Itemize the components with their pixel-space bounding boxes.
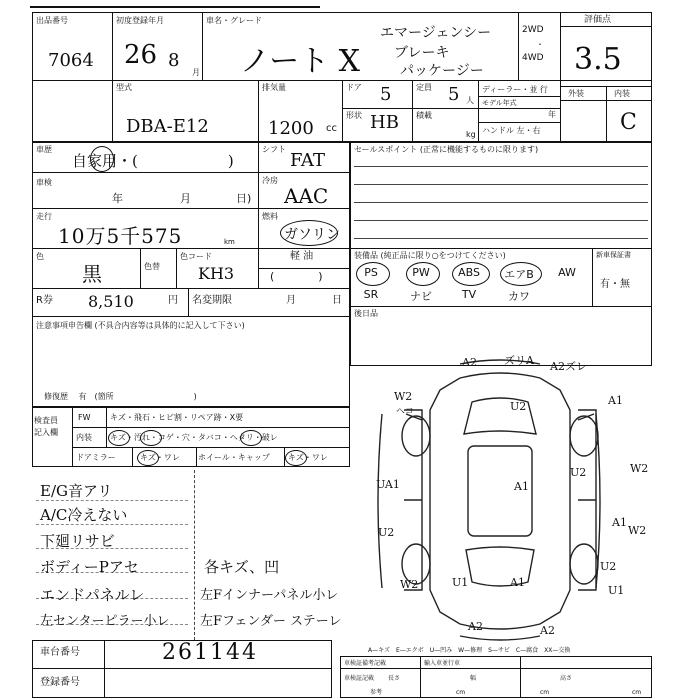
warranty-value: 有・無 xyxy=(600,279,630,290)
mark-front-a2-zure: A2ズレ xyxy=(550,360,587,373)
mileage-label: 走行 xyxy=(36,212,52,221)
recycle-value: 8,510 xyxy=(88,292,134,311)
interior-check-label: 内装 xyxy=(76,433,92,442)
remark-5: エンドパネルレ xyxy=(40,586,145,604)
abs-circle xyxy=(452,262,490,286)
rear-label: 後日品 xyxy=(354,309,378,318)
color-code-label: 色コード xyxy=(180,252,212,261)
remark-right-2: 左Fインナーパネル小レ xyxy=(200,588,339,603)
equip-label: 装備品 (純正品に限り○をつけてください) xyxy=(354,251,506,260)
grade-line2: ブレーキ xyxy=(394,45,450,61)
mark-a1-2: A1 xyxy=(514,480,529,493)
fw-label: FW xyxy=(78,413,91,422)
model-label: 型式 xyxy=(116,83,132,92)
ac-label: 冷房 xyxy=(262,176,278,185)
mark-u2-2: U2 xyxy=(570,466,587,479)
inspection-label: 車検 xyxy=(36,178,52,187)
mark-w2-1: W2 xyxy=(394,390,413,403)
car-damage-diagram xyxy=(360,350,660,650)
car-name-label: 車名・グレード xyxy=(206,16,262,25)
mark-u2-3: U2 xyxy=(378,526,395,539)
color-label: 色 xyxy=(36,252,44,261)
repair-label: 修復歴 有 (箇所 ) xyxy=(44,392,197,401)
mark-u2-4: U2 xyxy=(600,560,617,573)
mark-u1-2: U1 xyxy=(608,584,625,597)
displacement-label: 排気量 xyxy=(262,83,286,92)
name-change-label: 名変期限 xyxy=(192,295,232,306)
inspector-label: 検査員 xyxy=(34,416,58,425)
sales-label: セールスポイント (正常に機能するものに限ります) xyxy=(354,145,539,154)
interior-label: 内装 xyxy=(614,89,630,98)
option-leather: カワ xyxy=(508,290,530,303)
footer-spec-block xyxy=(340,656,652,698)
score-label: 評価点 xyxy=(584,15,612,25)
fuel-value: ガソリン xyxy=(284,227,340,243)
displacement-value: 1200 xyxy=(268,118,314,139)
sheet-title-strip xyxy=(30,0,320,8)
color-code-value: KH3 xyxy=(198,264,235,283)
option-abs: ABS xyxy=(458,266,480,279)
chassis-value: 261144 xyxy=(162,640,258,665)
drive-2wd: 2WD xyxy=(522,25,544,35)
shift-label: シフト xyxy=(262,145,286,154)
handle-label: ハンドル 左・右 xyxy=(482,126,541,135)
mark-u1-1: U1 xyxy=(452,576,469,589)
first-reg-label: 初度登録年月 xyxy=(116,16,164,25)
remark-right-1: 各キズ、凹 xyxy=(204,558,280,576)
drive-4wd: 4WD xyxy=(522,53,544,63)
fw-text: キズ・飛石・ヒビ割・リペア跡・X要 xyxy=(110,413,244,422)
color-value: 黒 xyxy=(82,262,102,286)
mirror-label: ドアミラー xyxy=(76,453,116,462)
ac-value: AAC xyxy=(284,184,329,208)
mirror-text: キズ・ワレ xyxy=(140,453,180,462)
new-car-label: 新車保証書 xyxy=(596,251,631,259)
option-airbag: エアB xyxy=(504,268,534,281)
interior-check-text: キズ・汚れ・コゲ・穴・タバコ・ヘタリ・破レ xyxy=(110,433,278,442)
lot-no-label: 出品番号 xyxy=(36,16,68,25)
mark-u2-1: U2 xyxy=(510,400,527,413)
ps-circle xyxy=(356,262,390,286)
score-value: 3.5 xyxy=(574,42,622,77)
usage-label: 車歴 xyxy=(36,145,52,154)
remark-right-3: 左Fフェンダー ステーレ xyxy=(200,614,342,629)
interior-grade: C xyxy=(620,110,637,135)
option-ps: PS xyxy=(364,266,378,279)
model-year-label: モデル年式 xyxy=(482,99,517,107)
usage-value: 自家用・( ) xyxy=(72,152,234,170)
shape-value: HB xyxy=(370,112,399,133)
mark-front-zuri: ズリA xyxy=(504,354,534,367)
remark-2: A/C冷えない xyxy=(40,506,128,524)
reg-month-value: 8 xyxy=(168,50,180,71)
color-change-label: 色替 xyxy=(144,262,160,271)
mark-w2-3: W2 xyxy=(628,524,647,537)
mark-a1-3: A1 xyxy=(612,516,627,529)
mark-front-a2: A2 xyxy=(462,356,477,369)
grade-line3: パッケージー xyxy=(400,63,484,79)
mark-ua1: UA1 xyxy=(376,478,400,491)
option-navi: ナビ xyxy=(410,290,432,303)
mark-w2-4: W2 xyxy=(400,578,419,591)
mark-w2-2: W2 xyxy=(630,462,649,475)
remark-3: 下廻リサビ xyxy=(40,532,115,550)
capacity-value: 5 xyxy=(448,84,460,105)
recycle-label: R券 xyxy=(36,295,53,306)
airbag-circle xyxy=(500,262,542,286)
damage-legend: A—キズ E—エクボ U—凹み W—修理 S—サビ C—腐食 XX—交換 xyxy=(368,647,571,654)
reg-no-label: 登録番号 xyxy=(40,677,80,688)
exterior-label: 外装 xyxy=(568,89,584,98)
dealer-label: ディーラー・並 行 xyxy=(482,85,548,94)
mark-a1-1: A1 xyxy=(608,394,623,407)
option-aw: AW xyxy=(558,266,576,279)
wheel-text: キズ・ワレ xyxy=(288,453,328,462)
mark-rear-a2-1: A2 xyxy=(468,620,483,633)
usage-circle xyxy=(90,146,114,172)
grade-line1: エマージェンシー xyxy=(380,25,492,41)
mileage-value: 10万5千575 xyxy=(58,224,183,248)
mark-rear-a2-2: A2 xyxy=(540,624,555,637)
remark-1: E/G音アリ xyxy=(40,482,113,500)
doors-value: 5 xyxy=(380,84,392,105)
fuel-circle xyxy=(280,220,338,246)
lot-no-value: 7064 xyxy=(48,50,94,71)
remark-4: ボディーPアセ xyxy=(40,558,139,576)
capacity-label: 定員 xyxy=(416,83,432,92)
option-tv: TV xyxy=(461,288,477,301)
pw-circle xyxy=(406,262,440,286)
remark-6: 左センターピラー小レ xyxy=(40,614,170,629)
option-sr: SR xyxy=(363,288,379,301)
model-value: DBA-E12 xyxy=(126,116,209,137)
notes-label: 注意事項申告欄 (不具合内容等は具体的に記入して下さい) xyxy=(36,321,245,330)
car-name-value: ノート X xyxy=(240,44,360,79)
shape-label: 形状 xyxy=(346,111,362,120)
mark-heko: ヘコ xyxy=(396,407,415,417)
chassis-label: 車台番号 xyxy=(40,647,80,658)
option-pw: PW xyxy=(412,266,430,279)
load-label: 積載 xyxy=(416,111,432,120)
doors-label: ドア xyxy=(346,83,362,92)
wheel-label: ホイール・キャップ xyxy=(198,453,270,462)
fuel-label: 燃料 xyxy=(262,212,278,221)
mark-a1-4: A1 xyxy=(510,576,525,589)
shift-value: FAT xyxy=(290,150,325,171)
header-divider xyxy=(32,80,342,81)
reg-year-value: 26 xyxy=(124,40,158,70)
